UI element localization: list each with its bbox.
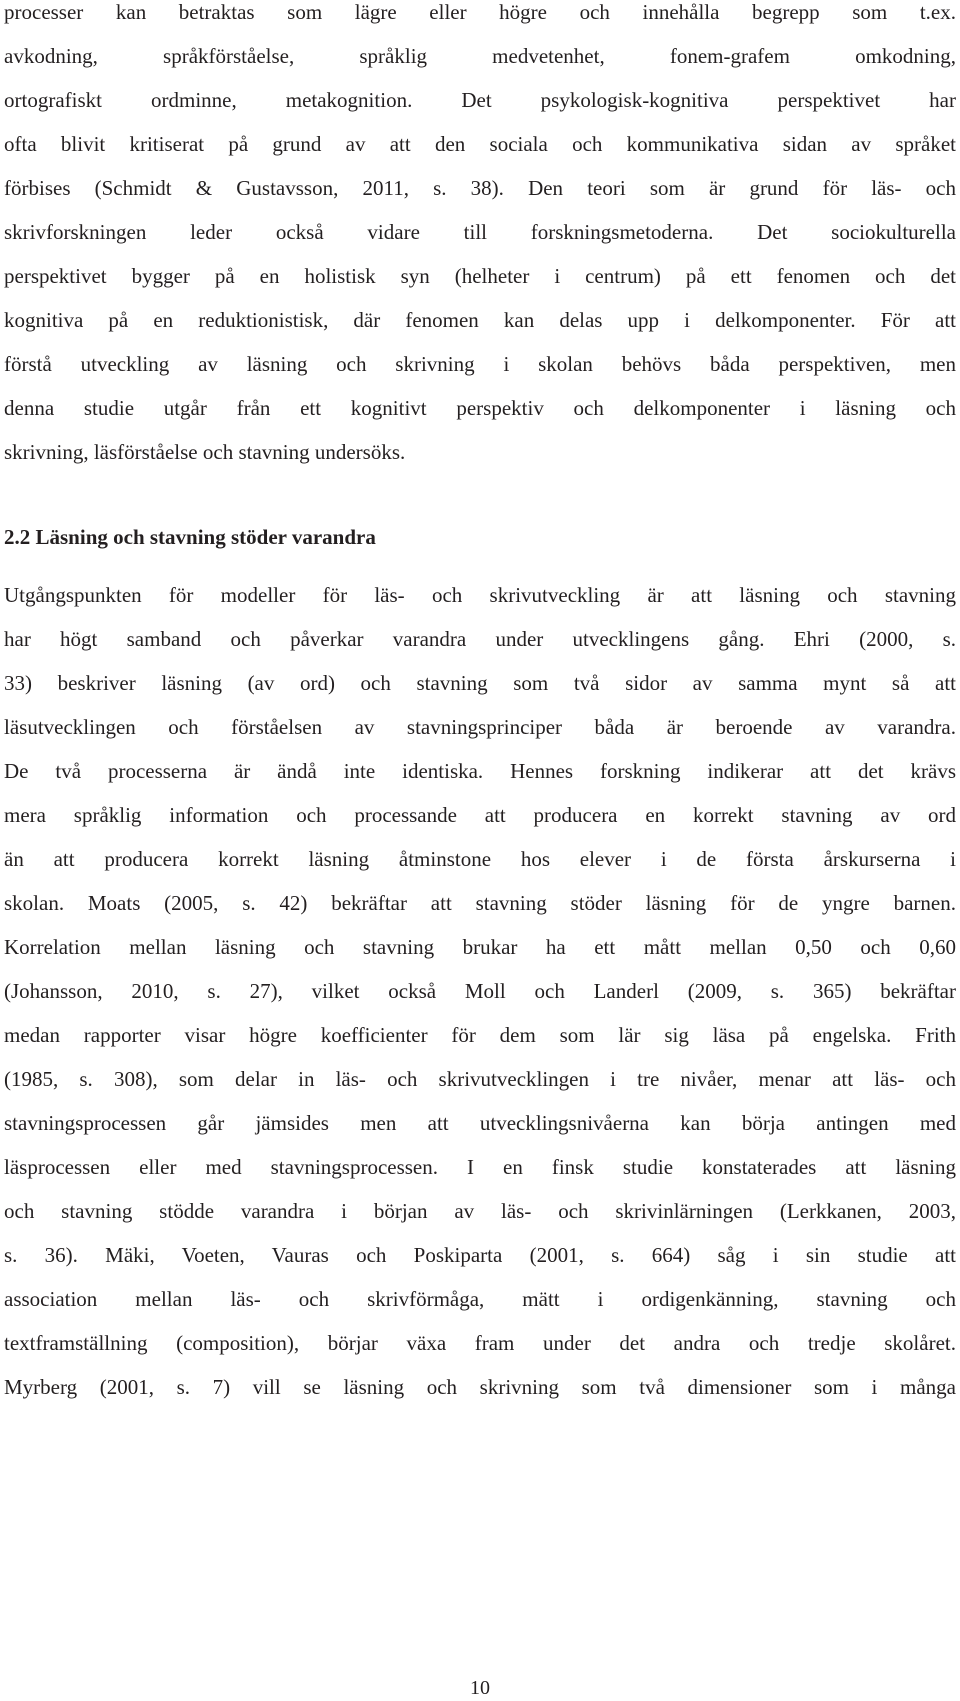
body-text-line: skrivning, läsförståelse och stavning undersöks. bbox=[4, 440, 406, 464]
body-text-line: läsprocessen eller med stavningsprocessen. I en finsk studie konstaterades att läsning bbox=[4, 1155, 956, 1179]
body-text-line: ofta blivit kritiserat på grund av att den sociala och kommunikativa sidan av språket bbox=[4, 132, 956, 156]
body-text-line: 33) beskriver läsning (av ord) och stavning som två sidor av samma mynt så att bbox=[4, 671, 956, 695]
body-text-line: (Johansson, 2010, s. 27), vilket också Moll och Landerl (2009, s. 365) bekräftar bbox=[4, 979, 956, 1003]
body-text-line: skolan. Moats (2005, s. 42) bekräftar att stavning stöder läsning för de yngre barnen. bbox=[4, 891, 956, 915]
body-text-line: läsutvecklingen och förståelsen av stavningsprinciper båda är beroende av varandra. bbox=[4, 715, 956, 739]
body-text-line: (1985, s. 308), som delar in läs- och skrivutvecklingen i tre nivåer, menar att läs- och bbox=[4, 1067, 956, 1091]
body-text-line: medan rapporter visar högre koefficienter för dem som lär sig läsa på engelska. Frith bbox=[4, 1023, 956, 1047]
body-text-line: och stavning stödde varandra i början av läs- och skrivinlärningen (Lerkkanen, 2003, bbox=[4, 1199, 956, 1223]
body-text-line: textframställning (composition), börjar växa fram under det andra och tredje skolåret. bbox=[4, 1331, 956, 1355]
body-text-line: skrivforskningen leder också vidare till forskningsmetoderna. Det sociokulturella bbox=[4, 220, 956, 244]
body-text-line: association mellan läs- och skrivförmåga, mätt i ordigenkänning, stavning och bbox=[4, 1287, 956, 1311]
body-text-line: kognitiva på en reduktionistisk, där fenomen kan delas upp i delkomponenter. För att bbox=[4, 308, 956, 332]
body-text-line: processer kan betraktas som lägre eller högre och innehålla begrepp som t.ex. bbox=[4, 0, 956, 24]
body-text-line: ortografiskt ordminne, metakognition. Det psykologisk-kognitiva perspektivet har bbox=[4, 88, 956, 112]
page-number: 10 bbox=[470, 1677, 490, 1699]
body-text-line: förbises (Schmidt & Gustavsson, 2011, s. 38). Den teori som är grund för läs- och bbox=[4, 176, 956, 200]
body-text-line: Korrelation mellan läsning och stavning brukar ha ett mått mellan 0,50 och 0,60 bbox=[4, 935, 956, 959]
section-heading: 2.2 Läsning och stavning stöder varandra bbox=[4, 525, 376, 549]
body-text-line: än att producera korrekt läsning åtminstone hos elever i de första årskurserna i bbox=[4, 847, 956, 871]
body-text-line: avkodning, språkförståelse, språklig medvetenhet, fonem-grafem omkodning, bbox=[4, 44, 956, 68]
body-text-line: Utgångspunkten för modeller för läs- och skrivutveckling är att läsning och stavning bbox=[4, 583, 956, 607]
body-text-line: har högt samband och påverkar varandra under utvecklingens gång. Ehri (2000, s. bbox=[4, 627, 956, 651]
body-text-line: perspektivet bygger på en holistisk syn (helheter i centrum) på ett fenomen och det bbox=[4, 264, 956, 288]
body-text-line: De två processerna är ändå inte identiska. Hennes forskning indikerar att det krävs bbox=[4, 759, 956, 783]
body-text-line: mera språklig information och processande att producera en korrekt stavning av ord bbox=[4, 803, 956, 827]
body-text-line: s. 36). Mäki, Voeten, Vauras och Poskiparta (2001, s. 664) såg i sin studie att bbox=[4, 1243, 956, 1267]
body-text-line: denna studie utgår från ett kognitivt perspektiv och delkomponenter i läsning och bbox=[4, 396, 956, 420]
body-text-line: Myrberg (2001, s. 7) vill se läsning och skrivning som två dimensioner som i många bbox=[4, 1375, 956, 1399]
body-text-line: stavningsprocessen går jämsides men att utvecklingsnivåerna kan börja antingen med bbox=[4, 1111, 956, 1135]
body-text-line: förstå utveckling av läsning och skrivning i skolan behövs båda perspektiven, men bbox=[4, 352, 956, 376]
